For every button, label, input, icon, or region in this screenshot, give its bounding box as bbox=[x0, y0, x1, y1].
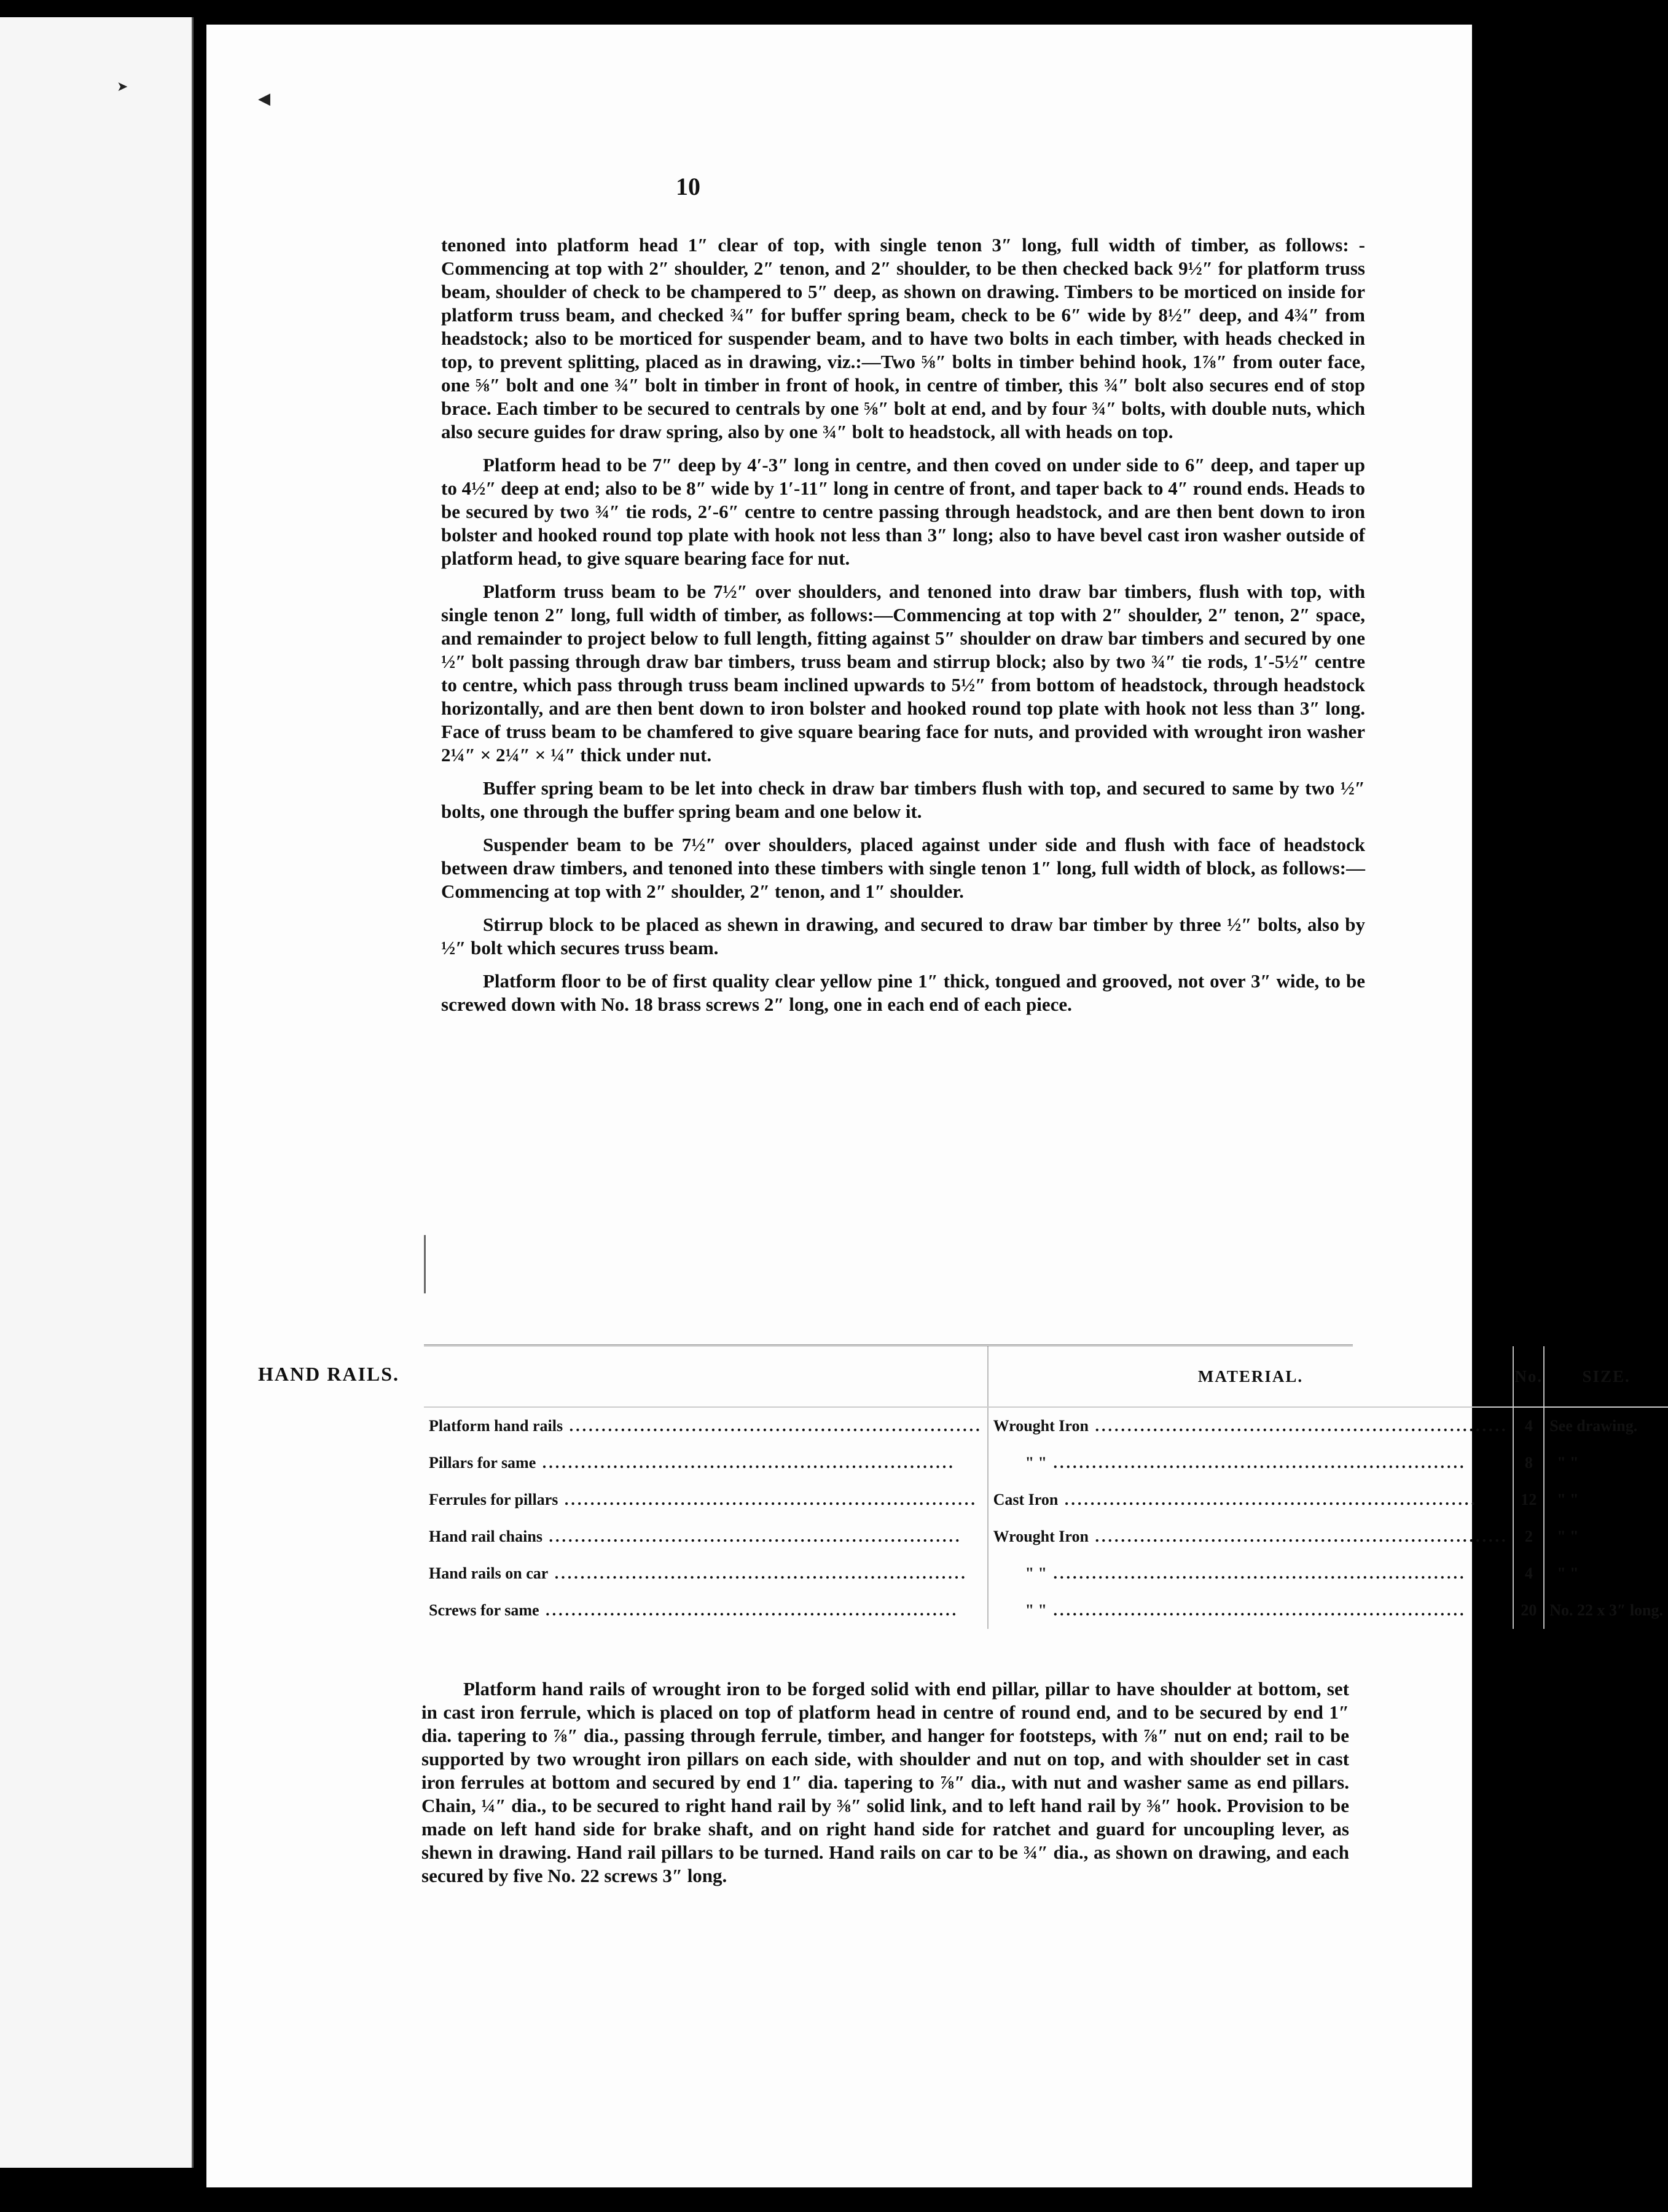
header-material: MATERIAL. bbox=[988, 1346, 1514, 1407]
body-text bbox=[441, 233, 1365, 1026]
item-description: Ferrules for pillars ..... bbox=[429, 1491, 977, 1508]
margin-arrow-icon: ◀ bbox=[258, 90, 270, 108]
item-count: 12 bbox=[1513, 1481, 1544, 1518]
table-row bbox=[424, 1481, 1668, 1518]
table-row bbox=[424, 1592, 1668, 1629]
item-size: " " bbox=[1557, 1454, 1579, 1472]
paragraph: Platform floor to be of first quality clear yellow pine 1″ thick, tongued and grooved, not over 3″ wide, to be screwed down with No. 18 brass screws 2″ long, one in each end of each piece. bbox=[441, 970, 1365, 1015]
item-size: " " bbox=[1557, 1564, 1579, 1582]
paragraph: Suspender beam to be 7½″ over shoulders, placed against under side and flush with face of headstock between draw timbers, and tenoned into these timbers with single tenon 1″ long, full width of block, as follows:—Commencing at top with 2″ shoulder, 2″ tenon, and 1″ shoulder. bbox=[441, 834, 1365, 902]
paragraph: Platform truss beam to be 7½″ over shoulders, and tenoned into draw bar timbers, flush with top, with single tenon 2″ long, full width of timber, as follows:—Commencing at top with 2″ shoulder, 2″ tenon, 2″ space, and remainder to project below to full length, fitting against 5″ shoulder on draw bar timbers and secured by one ½″ bolt passing through draw bar timbers, truss beam and stirrup block; also by two ¾″ tie rods, 1′-5½″ centre to centre, which pass through truss beam inclined upwards to 5½″ from bottom of headstock, through headstock horizontally, and are then bent down to iron bolster and hooked round top plate with hook not less than 3″ long. Face of truss beam to be chamfered to give square bearing face for nuts, and provided with wrought iron washer 2¼″ × 2¼″ × ¼″ thick under nut. bbox=[441, 581, 1365, 766]
item-description: Hand rails on car ..... bbox=[429, 1564, 968, 1582]
item-material: " " ..... bbox=[1025, 1454, 1466, 1472]
header-description bbox=[424, 1346, 988, 1407]
paragraph: Stirrup block to be placed as shewn in drawing, and secured to draw bar timber by three ½″ bolts, also by ½″ bolt which secures truss beam. bbox=[441, 914, 1365, 959]
item-material: " " ..... bbox=[1025, 1601, 1466, 1619]
facing-page bbox=[0, 17, 194, 2168]
section-title: HAND RAILS. bbox=[258, 1363, 400, 1385]
item-description: Platform hand rails ..... bbox=[429, 1417, 982, 1435]
item-count: 20 bbox=[1513, 1592, 1544, 1629]
item-size: See drawing. bbox=[1549, 1417, 1638, 1435]
paragraph: Platform hand rails of wrought iron to be forged solid with end pillar, pillar to have shoulder at bottom, set in cast iron ferrule, which is placed on top of platform head in centre of round end, and to be secured by end 1″ dia. tapering to ⅞″ dia., passing through ferrule, timber, and hanger for footsteps, with ⅞″ nut on end; rail to be supported by two wrought iron pillars on each side, with shoulder and nut on top, and with shoulder set in cast iron ferrules at bottom and secured by end 1″ dia. tapering to ⅞″ dia., with nut and washer same as end pillars. Chain, ¼″ dia., to be secured to right hand rail by ⅜″ solid link, and to left hand rail by ⅜″ hook. Provision to be made on left hand side for brake shaft, and on right hand side for ratchet and guard for uncoupling lever, as shewn in drawing. Hand rail pillars to be turned. Hand rails on car to be ¾″ dia., as shown on drawing, and each secured by five No. 22 screws 3″ long. bbox=[421, 1678, 1349, 1886]
item-description: Hand rail chains ..... bbox=[429, 1528, 961, 1545]
item-count: 2 bbox=[1513, 1518, 1544, 1555]
item-count: 8 bbox=[1513, 1445, 1544, 1481]
item-material: Wrought Iron ..... bbox=[993, 1417, 1508, 1435]
item-description: Screws for same ..... bbox=[429, 1601, 958, 1619]
item-material: " " ..... bbox=[1025, 1564, 1466, 1582]
header-no: No. bbox=[1513, 1346, 1544, 1407]
table-header-row bbox=[424, 1346, 1668, 1407]
hand-rails-text bbox=[421, 1677, 1349, 1897]
item-size: " " bbox=[1557, 1528, 1579, 1545]
item-description: Pillars for same ..... bbox=[429, 1454, 955, 1472]
page-number: 10 bbox=[676, 173, 700, 200]
paragraph: tenoned into platform head 1″ clear of top, with single tenon 3″ long, full width of timber, as follows: -Commencing at top with 2″ shoulder, 2″ tenon, and 2″ shoulder, to be then checked back 9½″ for platform truss beam, shoulder of check to be champered to 5″ deep, as shown on drawing. Timbers to be morticed on inside for platform truss beam, and checked ¾″ for buffer spring beam, check to be 6″ wide by 8½″ deep, and 4¾″ from headstock; also to be morticed for suspender beam, and to have two bolts in each timber, with heads checked in top, to prevent splitting, placed as in drawing, viz.:—Two ⅝″ bolts in timber behind hook, 1⅞″ from outer face, one ⅝″ bolt and one ¾″ bolt in timber in front of hook, in centre of timber, this ¾″ bolt also secures end of stop brace. Each timber to be secured to centrals by one ⅝″ bolt at end, and by four ¾″ bolts, with double nuts, which also secure guides for draw spring, also by one ¾″ bolt to headstock, all with heads on top. bbox=[441, 234, 1365, 442]
item-count: 4 bbox=[1513, 1407, 1544, 1445]
item-material: Cast Iron ..... bbox=[993, 1491, 1478, 1508]
paragraph: Platform head to be 7″ deep by 4′-3″ long in centre, and then coved on under side to 6″ deep, and taper up to 4½″ deep at end; also to be 8″ wide by 1′-11″ long in centre of front, and taper back to 4″ round ends. Heads to be secured by two ¾″ tie rods, 2′-6″ centre to centre passing through headstock, and are then bent down to iron bolster and hooked round top plate with hook not less than 3″ long; also to have bevel cast iron washer outside of platform head, to give square bearing face for nut. bbox=[441, 454, 1365, 569]
table-row bbox=[424, 1445, 1668, 1481]
item-size: No. 22 x 3″ long. bbox=[1549, 1601, 1664, 1619]
table-row bbox=[424, 1407, 1668, 1445]
materials-table bbox=[424, 1344, 1664, 1629]
item-material: Wrought Iron ..... bbox=[993, 1528, 1508, 1545]
paragraph: Buffer spring beam to be let into check in draw bar timbers flush with top, and secured to same by two ½″ bolts, one through the buffer spring beam and one below it. bbox=[441, 777, 1365, 822]
item-count: 4 bbox=[1513, 1555, 1544, 1592]
margin-mark: ➤ bbox=[117, 79, 128, 94]
item-size: " " bbox=[1557, 1491, 1579, 1508]
table-row bbox=[424, 1555, 1668, 1592]
header-size: SIZE. bbox=[1544, 1346, 1668, 1407]
margin-mark bbox=[424, 1235, 426, 1293]
table-row bbox=[424, 1518, 1668, 1555]
